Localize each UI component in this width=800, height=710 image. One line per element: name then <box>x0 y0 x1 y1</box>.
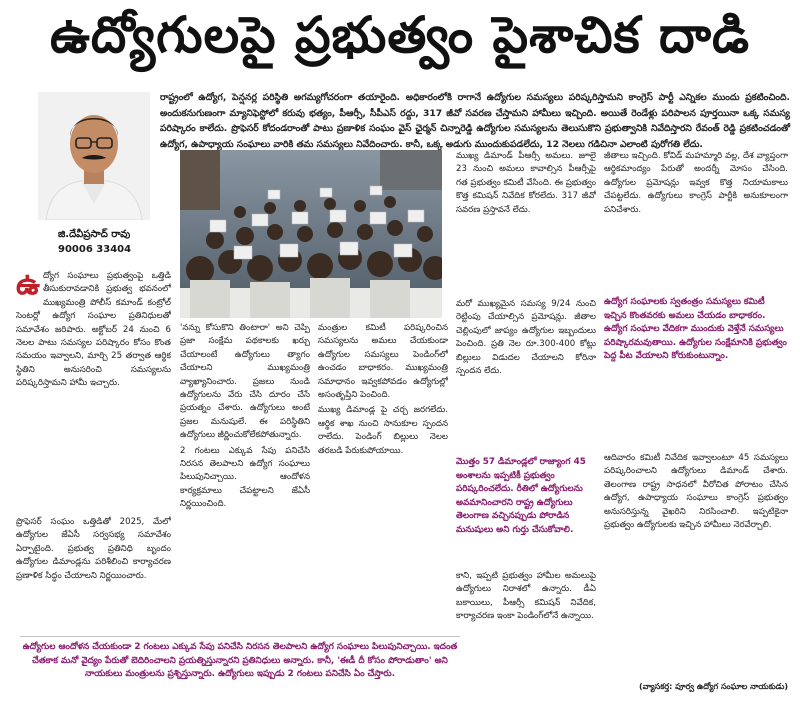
crowd-image-icon <box>180 150 442 318</box>
article-column-5 <box>604 150 788 288</box>
author-phone: 90006 33404 <box>58 244 132 255</box>
article-column-1-lower <box>16 516 171 630</box>
author-photo <box>38 92 150 220</box>
paragraph: ఆదివారం కమిటీ నివేదిక ఇవ్వాలంటూ 45 సమస్యలు పరిష్కరించాలని ఉద్యోగులు డిమాండ్ చేశారు. తెలంగాణ రాష్ట్ర సాధనలో వీరోచిత పోరాటం చేసిన ఉద్యోగ, ఉపాధ్యాయ సంఘాలు కాంగ్రెస్ ప్రభుత్వం అనుసరిస్తున్న వైఖరిని నిరసించాలి. ఇప్పటికైనా ప్రభుత్వం ఉద్యోగులకు ఇచ్చిన హామీలు నెరవేర్చాలి. <box>604 453 788 531</box>
paragraph: ముఖ్య డిమాండ్ల పై చర్చ జరగలేదు. ఆర్థిక శాఖ నుంచి సానుకూల స్పందన రాలేదు. పెండింగ్ బిల్లులు నెలల తరబడి పేరుకుపోయాయి. <box>318 405 448 456</box>
article-column-4-lower <box>456 570 596 700</box>
paragraph: మరో ముఖ్యమైన సమస్య 9/24 నుంచి రెట్టింపు చేయాల్సిన ప్రమోషన్లు. జీతాల చెల్లింపులో జాప్యం ఉద్యోగుల ఇబ్బందులు పెంచింది. ప్రతి నెల రూ.300-400 కోట్లు బిల్లులు విడుదల చేయాలని కోరినా స్పందన లేదు. <box>456 299 596 377</box>
paragraph: 'నన్ను కోసుకొని తింటారా' అని చెప్పి ప్రజా సంక్షేమ పథకాలకు ఖర్చు చేయాలంటే ఉద్యోగులు త్యాగం చేయాలని ముఖ్యమంత్రి వ్యాఖ్యానించారు. ప్రజలు నుండి ఉద్యోగులను వేరు చేసి దూరం చేసే ప్రయత్నం చేశారు. ఉద్యోగులు అంటే ప్రజల మనుషులే. ఈ పరిస్థితిని ఉద్యోగులు జీర్ణించుకోలేకపోతున్నారు. <box>180 323 310 441</box>
page-title: ఉద్యోగులపై ప్రభుత్వం పైశాచిక దాడి <box>49 5 751 64</box>
protest-photo <box>180 150 442 318</box>
paragraph: ముఖ్య డిమాండ్ పీఆర్సీ అమలు. జూలై 23 నుంచి అమలు కావాల్సిన పీఆర్సీపై గత ప్రభుత్వం కమిటీ వేసింది. ఈ ప్రభుత్వం కొత్త కమిషన్ నివేదిక కోరలేదు. 317 జీవో సవరణ ప్రస్తావనే లేదు. <box>456 151 596 215</box>
paragraph: మంత్రుల కమిటీ పరిష్కరించిన సమస్యలను అమలు చేయకుండా ఉద్యోగుల సమస్యలు పెండింగ్‌లో ఉంచడం బాధాకరం. ముఖ్యమంత్రి సమాధానం ఇవ్వకపోవడం ఉద్యోగుల్లో అసంతృప్తిని పెంచింది. <box>318 323 448 401</box>
author-portrait-icon <box>38 92 150 220</box>
pull-quote-middle: మొత్తం 57 డిమాండ్లలో రాజ్యాంగ 45 అంశాలను ఇప్పటికీ ప్రభుత్వం పరిష్కరించలేదు. రీతిలో ఉద్యోగులను అవమానించారని రాష్ట్ర ఉద్యోగులు తెలంగాణ వచ్చినప్పుడు పోరాడిన మనుషులు అని గుర్తు చేసుకోవాలి. <box>456 457 586 535</box>
paragraph: జీతాలు ఇచ్చింది. కోవిడ్ మహమ్మారి వల్ల, దేశ వ్యాప్తంగా ఆర్థికమాంద్యం పేరుతో అందర్నీ మోసం చేసింది. ఉద్యోగుల ప్రమోషన్లు ఇవ్వక కొత్త నియామకాలు చేపట్టలేదు. ఉద్యోగులు కాంగ్రెస్ పార్టీకి అనుకూలంగా పనిచేశారు. <box>604 151 788 215</box>
author-note: (వ్యాసకర్త: పూర్వ ఉద్యోగ సంఘాల నాయకుడు) <box>638 682 788 691</box>
article-column-1 <box>16 270 171 510</box>
paragraph: ద్యోగ సంఘాలు ప్రభుత్వంపై ఒత్తిడి తీసుకురావడానికి ప్రభుత్వ భవనంలో ముఖ్యమంత్రి పోలీస్ కమాండ్ కంట్రోల్ సెంటర్లో ఉద్యోగ సంఘాల ప్రతినిధులతో సమావేశం జరిపారు. అక్టోబర్ 24 నుంచి 6 నెలల పాటు సమస్యల పరిష్కారం కోసం కొంత సమయం ఇవ్వాలని, మార్చి 25 తర్వాత ఆర్థిక స్థితిని అనుసరించి సమస్యలను పరిష్కరిస్తామని హామీ ఇచ్చారు. <box>16 271 171 389</box>
paragraph: ప్రొఫెసర్ సంఘం ఒత్తిడితో 2025, మేలో ఉద్యోగుల జేఏసీ సర్వసభ్య సమావేశం ఏర్పాటైంది. ప్రభుత్వ ప్రతినిధి బృందం ఉద్యోగుల డిమాండ్లను పరిశీలించి కార్యాచరణ ప్రణాళిక సిద్ధం చేయాలని నిర్ణయించారు. <box>16 517 171 581</box>
dropcap: ఉ <box>16 270 40 302</box>
pull-quote-bottom: ఉద్యోగుల ఆందోళన చేయకుండా 2 గంటలు ఎక్కువ సేపు పనిచేసి నిరసన తెలపాలని ఉద్యోగ సంఘాలు పిలుపునిచ్చాయి. ఇదంత చేతకాక మనో వైద్యం పేరుతో బెదిరించాలని ప్రయత్నిస్తున్నారని ప్రతినిధులు అన్నారు. కానీ, 'ఈడీ దీ కోసం పోరాడుతాం' అని నాయకులు మంత్రులను ప్రశ్నిస్తున్నారు. ఉద్యోగులు ఇప్పుడు 2 గంటలు పనిచేసి ఏం చేస్తారు. <box>20 636 460 704</box>
paragraph: 2 గంటలు ఎక్కువ సేపు పనిచేసి నిరసన తెలపాలని ఉద్యోగ సంఘాలు పిలుపునిచ్చాయి. ఆందోళన కార్యక్రమాలు చేపట్టాలని జేఏసీ నిర్ణయించింది. <box>180 445 310 510</box>
author-name: జి.దేవీప్రసాద్ రావు <box>58 229 131 240</box>
paragraph: కాని, ఇప్పటి ప్రభుత్వం హామీల అమలుపై ఉద్యోగులు నిరాశలో ఉన్నారు. డీఏ బకాయిలు, పీఆర్సీ కమిషన్ నివేదిక, కార్యాచరణ ఇంకా పెండింగ్‌లోనే ఉన్నాయి. <box>456 571 596 622</box>
intro-paragraph: రాష్ట్రంలో ఉద్యోగ, పెన్షనర్ల పరిస్థితి అగమ్యగోచరంగా తయారైంది. అధికారంలోకి రాగానే ఉద్యోగుల సమస్యలు పరిష్కరిస్తామని కాంగ్రెస్ పార్టీ ఎన్నికల ముందు ప్రకటించింది. అందుకనుగుణంగా మ్యానిఫెస్టోలో కరువు భత్యం, పీఆర్సీ, సీపీఎస్ రద్దు, 317 జీవో సవరణ చేస్తామని హామీలు ఇచ్చింది. అయితే రెండేళ్లు పరిపాలన పూర్తయినా ఒక్క సమస్య పరిష్కారం కాలేదు. ప్రొఫెసర్ కోదండరాంతో పాటు ప్రణాళిక సంఘం వైస్ ఛైర్మన్ చిన్నారెడ్డి ఉద్యోగుల సమస్యలను తెలుసుకొని ప్రభుత్వానికి నివేదిస్తారని రేవంత్ రెడ్డి ప్రకటించడంతో ఉద్యోగ, ఉపాధ్యాయ సంఘాలు వారికి తమ సమస్యలు నివేదించారు. కానీ, ఒక్క అడుగు ముందుకుపడలేదు, 12 నెలలు గడిచినా ఎలాంటి పురోగతి లేదు. <box>160 92 790 150</box>
pull-quote-right: ఉద్యోగ సంఘాలకు స్వతంత్రం సమస్యలు కమిటీ ఇచ్చిన కొంతవరకు అమలు చేయడం బాధాకరం. ఉద్యోగ సంఘాల వేదికగా ముందుకు వెళ్తేనే సమస్యలు పరిష్కారమవుతాయి. ఉద్యోగుల సంక్షేమానికి ప్రభుత్వం పెద్ద పీట వేయాలని కోరుకుంటున్నాం. <box>604 297 787 362</box>
article-column-4-middle <box>456 298 596 450</box>
article-column-4 <box>456 150 596 288</box>
article-column-5-lower <box>604 452 788 678</box>
